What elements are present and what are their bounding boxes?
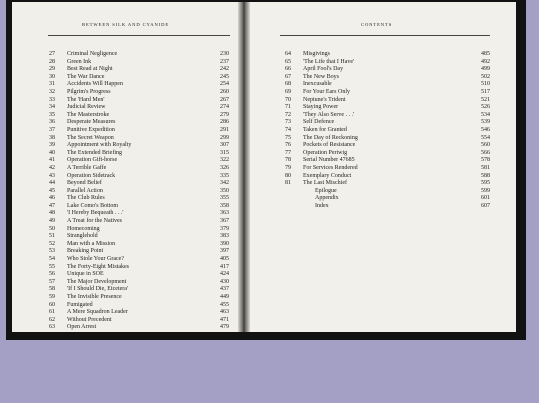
chapter-number: 79 xyxy=(285,164,291,171)
page-number: 595 xyxy=(481,180,490,187)
toc-entry xyxy=(285,127,490,135)
chapter-title: Green Ink xyxy=(67,58,92,65)
chapter-number: 52 xyxy=(49,240,55,247)
toc-entry xyxy=(49,66,229,74)
toc-entry xyxy=(49,173,229,181)
toc-entry xyxy=(49,89,229,97)
toc-entry xyxy=(49,142,229,150)
toc-entry xyxy=(285,165,490,173)
chapter-title: The Club Rules xyxy=(67,195,105,202)
chapter-title: The New Boys xyxy=(303,73,339,80)
chapter-title: Punitive Expedition xyxy=(67,126,115,133)
toc-entry xyxy=(285,157,490,165)
page-number: 355 xyxy=(220,195,229,202)
page-number: 405 xyxy=(220,256,229,263)
chapter-title: Appointment with Royalty xyxy=(67,142,132,149)
chapter-number: 76 xyxy=(285,142,291,149)
page-number: 342 xyxy=(220,180,229,187)
toc-entry xyxy=(49,286,229,294)
page-number: 479 xyxy=(220,324,229,331)
chapter-title: 'They Also Serve . . .' xyxy=(303,111,355,118)
toc-list-right xyxy=(285,51,490,210)
chapter-number: 64 xyxy=(285,51,291,57)
chapter-title: Parallel Action xyxy=(67,187,103,194)
page-number: 455 xyxy=(220,301,229,308)
chapter-title: A Mere Squadron Leader xyxy=(67,309,128,316)
page-number: 286 xyxy=(220,119,229,126)
chapter-title: Operation Periwig xyxy=(303,149,348,156)
page-number: 546 xyxy=(481,126,490,133)
chapter-number: 70 xyxy=(285,96,291,103)
page-number: 430 xyxy=(220,278,229,285)
toc-entry xyxy=(49,195,229,203)
chapter-number: 49 xyxy=(49,218,55,225)
chapter-title: Exemplary Conduct xyxy=(303,172,352,179)
chapter-title: Operation Gift-horse xyxy=(67,157,118,164)
chapter-number: 57 xyxy=(49,278,55,285)
chapter-number: 41 xyxy=(49,157,55,164)
page-number: 242 xyxy=(220,66,229,73)
chapter-number: 66 xyxy=(285,66,291,73)
page-number: 485 xyxy=(481,51,490,57)
page-number: 417 xyxy=(220,263,229,270)
chapter-number: 62 xyxy=(49,316,55,323)
chapter-number: 58 xyxy=(49,286,55,293)
chapter-number: 30 xyxy=(49,73,55,80)
toc-entry xyxy=(285,142,490,150)
chapter-number: 67 xyxy=(285,73,291,80)
chapter-title: Neptune's Trident xyxy=(303,96,346,103)
page-number: 274 xyxy=(220,104,229,111)
chapter-number: 80 xyxy=(285,172,291,179)
page-number: 607 xyxy=(481,202,490,209)
page-number: 383 xyxy=(220,233,229,240)
toc-entry xyxy=(49,97,229,105)
chapter-title: A Treat for the Natives xyxy=(67,218,122,225)
chapter-title: For Services Rendered xyxy=(303,164,358,171)
page-number: 554 xyxy=(481,134,490,141)
chapter-title: Appendix xyxy=(315,195,339,202)
toc-entry xyxy=(49,74,229,82)
toc-entry xyxy=(49,203,229,211)
chapter-number: 63 xyxy=(49,324,55,331)
toc-entry xyxy=(49,81,229,89)
chapter-number: 51 xyxy=(49,233,55,240)
left-page xyxy=(12,2,244,332)
chapter-title: Staying Power xyxy=(303,104,339,111)
page-number: 502 xyxy=(481,73,490,80)
chapter-title: 'I Hereby Bequeath . . .' xyxy=(67,210,124,217)
chapter-number: 37 xyxy=(49,126,55,133)
chapter-title: Index xyxy=(315,202,329,209)
toc-entry xyxy=(285,203,490,211)
chapter-number: 71 xyxy=(285,104,291,111)
page-number: 363 xyxy=(220,210,229,217)
page-number: 322 xyxy=(220,157,229,164)
chapter-number: 69 xyxy=(285,88,291,95)
chapter-number: 48 xyxy=(49,210,55,217)
page-number: 471 xyxy=(220,316,229,323)
page-number: 254 xyxy=(220,81,229,88)
chapter-number: 77 xyxy=(285,149,291,156)
toc-entry xyxy=(285,173,490,181)
chapter-title: Beyond Belief xyxy=(67,180,102,187)
toc-entry xyxy=(285,180,490,188)
toc-entry xyxy=(285,119,490,127)
toc-entry xyxy=(49,135,229,143)
chapter-title: Pilgrim's Progress xyxy=(67,88,111,95)
toc-entry xyxy=(285,74,490,82)
toc-entry xyxy=(49,59,229,67)
chapter-title: Lake Como's Bottom xyxy=(67,202,119,209)
toc-entry xyxy=(285,66,490,74)
chapter-title: The Extended Briefing xyxy=(67,149,122,156)
page-number: 517 xyxy=(481,88,490,95)
chapter-title: The Masterstroke xyxy=(67,111,110,118)
toc-entry xyxy=(285,188,490,196)
toc-entry xyxy=(49,233,229,241)
toc-entry xyxy=(49,271,229,279)
chapter-title: Self Defence xyxy=(303,119,335,126)
toc-entry xyxy=(49,317,229,325)
toc-entry xyxy=(49,264,229,272)
page-number: 279 xyxy=(220,111,229,118)
page-number: 424 xyxy=(220,271,229,278)
chapter-title: The 'Hard Men' xyxy=(67,96,105,103)
page-number: 463 xyxy=(220,309,229,316)
chapter-title: Taken for Granted xyxy=(303,126,347,133)
chapter-title: Epilogue xyxy=(315,187,337,194)
chapter-number: 60 xyxy=(49,301,55,308)
chapter-title: Best Read at Night xyxy=(67,66,113,73)
page-number: 534 xyxy=(481,111,490,118)
toc-entry xyxy=(49,218,229,226)
chapter-number: 68 xyxy=(285,81,291,88)
chapter-title: Homecoming xyxy=(67,225,100,232)
chapter-number: 29 xyxy=(49,66,55,73)
toc-entry xyxy=(49,309,229,317)
header-rule-left xyxy=(48,35,230,36)
chapter-title: April Fool's Day xyxy=(303,66,344,73)
page-number: 601 xyxy=(481,195,490,202)
page-number: 291 xyxy=(220,126,229,133)
chapter-number: 47 xyxy=(49,202,55,209)
page-number: 566 xyxy=(481,149,490,156)
chapter-title: The Major Development xyxy=(67,278,127,285)
toc-entry xyxy=(49,302,229,310)
chapter-number: 54 xyxy=(49,256,55,263)
toc-entry xyxy=(285,97,490,105)
chapter-number: 31 xyxy=(49,81,55,88)
chapter-title: Inexcusable xyxy=(303,81,332,88)
chapter-number: 65 xyxy=(285,58,291,65)
page-number: 379 xyxy=(220,225,229,232)
running-head-left: BETWEEN SILK AND CYANIDE xyxy=(82,22,170,27)
page-number: 581 xyxy=(481,164,490,171)
page-number: 449 xyxy=(220,294,229,300)
chapter-number: 50 xyxy=(49,225,55,232)
page-number: 492 xyxy=(481,58,490,65)
chapter-title: 'The Life that I Have' xyxy=(303,58,355,65)
chapter-title: The Invisible Presence xyxy=(67,294,122,300)
toc-entry xyxy=(49,51,229,59)
page-number: 499 xyxy=(481,66,490,73)
toc-entry xyxy=(285,135,490,143)
page-number: 299 xyxy=(220,134,229,141)
toc-entry xyxy=(285,150,490,158)
chapter-title: Judicial Review xyxy=(67,104,106,111)
toc-entry xyxy=(285,81,490,89)
chapter-title: Fumigated xyxy=(67,301,93,308)
header-rule-right xyxy=(280,35,490,36)
chapter-title: The War Dance xyxy=(67,73,105,80)
chapter-title: Criminal Negligence xyxy=(67,51,118,57)
chapter-title: The Secret Weapon xyxy=(67,134,114,141)
chapter-title: Misgivings xyxy=(303,51,331,57)
chapter-number: 32 xyxy=(49,88,55,95)
chapter-title: The Day of Reckoning xyxy=(303,134,358,141)
page-number: 588 xyxy=(481,172,490,179)
chapter-number: 34 xyxy=(49,104,55,111)
page-number: 350 xyxy=(220,187,229,194)
chapter-number: 42 xyxy=(49,164,55,171)
page-number: 599 xyxy=(481,187,490,194)
chapter-title: A Terrible Gaffe xyxy=(67,164,107,171)
chapter-number: 38 xyxy=(49,134,55,141)
toc-entry xyxy=(49,127,229,135)
chapter-title: Accidents Will Happen xyxy=(67,81,123,88)
chapter-title: Serial Number 47685 xyxy=(303,157,355,164)
page-number: 521 xyxy=(481,96,490,103)
chapter-title: 'If I Should Die, Etcetera' xyxy=(67,286,128,293)
toc-entry xyxy=(285,51,490,59)
chapter-title: Man with a Mission xyxy=(67,240,116,247)
toc-entry xyxy=(285,59,490,67)
page-number: 578 xyxy=(481,157,490,164)
toc-entry xyxy=(49,324,229,332)
page-number: 335 xyxy=(220,172,229,179)
page-number: 245 xyxy=(220,73,229,80)
chapter-number: 61 xyxy=(49,309,55,316)
toc-entry xyxy=(49,165,229,173)
toc-entry xyxy=(49,119,229,127)
page-number: 437 xyxy=(220,286,229,293)
toc-entry xyxy=(49,157,229,165)
chapter-number: 45 xyxy=(49,187,55,194)
chapter-title: Without Precedent xyxy=(67,316,112,323)
chapter-number: 53 xyxy=(49,248,55,255)
book-gutter xyxy=(238,2,250,332)
page-number: 510 xyxy=(481,81,490,88)
page-number: 326 xyxy=(220,164,229,171)
chapter-number: 78 xyxy=(285,157,291,164)
toc-entry xyxy=(49,112,229,120)
open-book xyxy=(6,0,526,340)
chapter-number: 81 xyxy=(285,180,291,187)
page-number: 267 xyxy=(220,96,229,103)
chapter-title: Open Arrest xyxy=(67,324,97,331)
page-number: 539 xyxy=(481,119,490,126)
toc-entry xyxy=(285,89,490,97)
toc-entry xyxy=(49,248,229,256)
page-number: 237 xyxy=(220,58,229,65)
chapter-title: Who Stole Your Grace? xyxy=(67,256,124,263)
chapter-title: Stranglehold xyxy=(67,233,98,240)
toc-list-left xyxy=(49,51,229,332)
toc-entry xyxy=(285,195,490,203)
page-number: 358 xyxy=(220,202,229,209)
right-page xyxy=(250,2,516,332)
toc-entry xyxy=(49,188,229,196)
toc-entry xyxy=(49,241,229,249)
chapter-title: Desperate Measures xyxy=(67,119,116,126)
page-number: 307 xyxy=(220,142,229,149)
chapter-number: 73 xyxy=(285,119,291,126)
chapter-number: 39 xyxy=(49,142,55,149)
chapter-number: 33 xyxy=(49,96,55,103)
page-number: 367 xyxy=(220,218,229,225)
chapter-number: 46 xyxy=(49,195,55,202)
page-number: 560 xyxy=(481,142,490,149)
page-number: 260 xyxy=(220,88,229,95)
chapter-number: 28 xyxy=(49,58,55,65)
chapter-number: 74 xyxy=(285,126,291,133)
chapter-title: The Forty-Eight Mistakes xyxy=(67,263,129,270)
toc-entry xyxy=(49,294,229,302)
toc-entry xyxy=(49,104,229,112)
chapter-number: 43 xyxy=(49,172,55,179)
chapter-title: Breaking Point xyxy=(67,248,104,255)
page-number: 397 xyxy=(220,248,229,255)
chapter-number: 75 xyxy=(285,134,291,141)
chapter-number: 59 xyxy=(49,294,55,300)
chapter-title: For Your Ears Only xyxy=(303,88,351,95)
chapter-number: 44 xyxy=(49,180,55,187)
chapter-number: 40 xyxy=(49,149,55,156)
running-head-right: CONTENTS xyxy=(361,22,393,27)
page-number: 230 xyxy=(220,51,229,57)
chapter-number: 56 xyxy=(49,271,55,278)
page-number: 315 xyxy=(220,149,229,156)
page-number: 390 xyxy=(220,240,229,247)
toc-entry xyxy=(49,226,229,234)
toc-entry xyxy=(49,180,229,188)
chapter-number: 72 xyxy=(285,111,291,118)
chapter-number: 27 xyxy=(49,51,55,57)
chapter-number: 36 xyxy=(49,119,55,126)
chapter-number: 55 xyxy=(49,263,55,270)
chapter-number: 35 xyxy=(49,111,55,118)
toc-entry xyxy=(285,104,490,112)
toc-entry xyxy=(49,256,229,264)
chapter-title: Operation Sidetrack xyxy=(67,172,116,179)
chapter-title: The Last Mischief xyxy=(303,180,347,187)
chapter-title: Unique in SOE xyxy=(67,271,104,278)
toc-entry xyxy=(49,210,229,218)
page-number: 526 xyxy=(481,104,490,111)
chapter-title: Pockets of Resistance xyxy=(303,142,356,149)
